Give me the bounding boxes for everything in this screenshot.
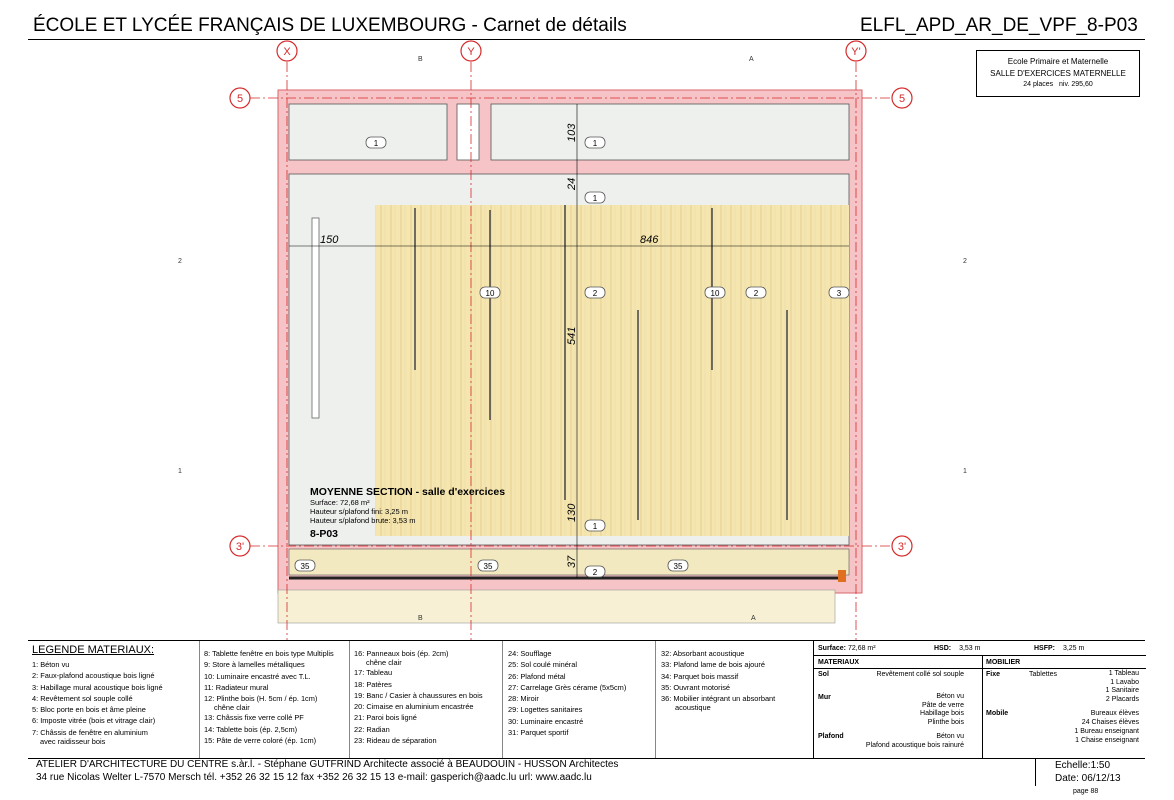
tag-1: 1 — [592, 139, 598, 148]
footer-firm: ATELIER D'ARCHITECTURE DU CENTRE s.àr.l. - Stéphane GUTFRIND Architecte associé à BEAUDOUIN - HUSSON Architectes — [36, 759, 619, 770]
room-box-places: 24 places — [1023, 81, 1054, 88]
section-mark-b: B — [418, 615, 423, 622]
legend-title: LEGENDE MATERIAUX: — [32, 644, 155, 656]
axis-label-3p: 3' — [897, 541, 907, 553]
section-mark-2: 2 — [178, 258, 182, 265]
axis-label-5: 5 — [236, 93, 244, 105]
room-box-line1: Ecole Primaire et Maternelle — [1007, 57, 1109, 66]
axis-label-y: Y — [467, 46, 475, 58]
tag-2: 2 — [592, 289, 598, 298]
dim-130: 130 — [566, 503, 578, 522]
axis-label-y-prime: Y' — [851, 46, 861, 58]
room-surface: Surface: 72,68 m² — [310, 498, 370, 507]
dim-541: 541 — [566, 326, 578, 345]
room-box-level: niv. 295,60 — [1059, 81, 1093, 88]
page-number: page 88 — [1073, 788, 1099, 795]
bench — [312, 218, 319, 418]
tag-35: 35 — [673, 562, 683, 571]
dim-150: 150 — [320, 234, 339, 246]
tag-35: 35 — [300, 562, 310, 571]
dim-846: 846 — [640, 234, 659, 246]
footer-date: Date: 06/12/13 — [1055, 773, 1121, 784]
legend-col1: 1: Béton vu 2: Faux-plafond acoustique bois ligné 3: Habillage mural acoustique bois ligné 4: Revêtement sol souple collé 5: Bloc porte en bois et âme pleine 6: Imposte vitrée (bois et vitrage clair) 7: Châssis de fenêtre en aluminium avec raidisseur bois — [32, 660, 163, 747]
tag-3: 3 — [836, 289, 842, 298]
page-title: ÉCOLE ET LYCÉE FRANÇAIS DE LUXEMBOURG - Carnet de détails — [33, 15, 627, 36]
legend-col2: 8: Tablette fenêtre en bois type Multiplis 9: Store à lamelles métalliques 10: Luminaire encastré avec T.L. 11: Radiateur mural 12: Plinthe bois (H. 5cm / ép. 1cm) chêne clair 13: Châssis fixe verre collé PF 14: Tablette bois (ép. 2,5cm) 15: Pâte de verre coloré (ép. 1cm) — [204, 649, 334, 746]
axis-label-3p: 3' — [235, 541, 245, 553]
storage-left — [289, 104, 447, 160]
legend-divider — [349, 641, 350, 758]
section-mark-1: 1 — [963, 468, 967, 475]
footer-address: 34 rue Nicolas Welter L-7570 Mersch tél. +352 26 32 15 12 fax +352 26 32 15 13 e-mail: gasperich@aadc.lu url: www.aadc.lu — [36, 772, 592, 783]
tag-1: 1 — [592, 194, 598, 203]
storage-right — [491, 104, 849, 160]
info-panel: Surface: 72,68 m² HSD: 3,53 m HSFP: 3,25 m MATERIAUX MOBILIER Sol Revêtement collé sol souple Mur Béton vu Pâte de verre Habillage bois Plinthe bois Plafond Béton vu Plafond acoustique bois rainuré Fixe Tablettes 1 Tableau 1 Lavabo 1 Sanitaire 2 Placards Mobile Bureaux élèves 24 Chaises élèves 1 Bureau enseignant 1 Chaise enseignant — [813, 641, 1145, 758]
room-height-fini: Hauteur s/plafond fini: 3,25 m — [310, 507, 408, 516]
room-code: 8-P03 — [310, 528, 339, 540]
legend-col3: 16: Panneaux bois (ép. 2cm) chêne clair 17: Tableau 18: Patères 19: Banc / Casier à chaussures en bois 20: Cimaise en aluminium encastrée 21: Paroi bois ligné 22: Radian 23: Rideau de séparation — [354, 649, 483, 746]
footer-scale: Echelle:1:50 — [1055, 760, 1111, 771]
legend-divider — [502, 641, 503, 758]
legend-col4: 24: Soufflage 25: Sol coulé minéral 26: Plafond métal 27: Carrelage Grès cérame (5x5cm) 28: Miroir 29: Logettes sanitaires 30: Luminaire encastré 31: Parquet sportif — [508, 649, 627, 738]
room-box-line2: SALLE D'EXERCICES MATERNELLE — [990, 69, 1126, 78]
tag-2: 2 — [753, 289, 759, 298]
section-mark-1: 1 — [178, 468, 182, 475]
legend-divider — [655, 641, 656, 758]
tag-2: 2 — [592, 568, 598, 577]
axis-label-5: 5 — [898, 93, 906, 105]
section-mark-a: A — [749, 56, 754, 63]
dim-103: 103 — [566, 123, 578, 142]
section-mark-b: B — [418, 56, 423, 63]
footer-divider — [1035, 758, 1036, 786]
tag-1: 1 — [592, 522, 598, 531]
room-height-brute: Hauteur s/plafond brute: 3,53 m — [310, 516, 416, 525]
section-mark-a: A — [751, 615, 756, 622]
motor-marker — [838, 570, 846, 582]
dim-24: 24 — [566, 177, 578, 190]
sanitary — [457, 104, 479, 160]
tag-35: 35 — [483, 562, 493, 571]
legend-divider — [199, 641, 200, 758]
tag-10: 10 — [710, 289, 720, 298]
axis-label-x: X — [283, 46, 291, 58]
tag-1: 1 — [373, 139, 379, 148]
section-mark-2: 2 — [963, 258, 967, 265]
tag-10: 10 — [485, 289, 495, 298]
dim-37: 37 — [566, 555, 578, 568]
room-name: MOYENNE SECTION - salle d'exercices — [310, 486, 506, 498]
drawing-code: ELFL_APD_AR_DE_VPF_8-P03 — [860, 15, 1138, 36]
legend-col5: 32: Absorbant acoustique 33: Plafond lame de bois ajouré 34: Parquet bois massif 35: Ouvrant motorisé 36: Mobilier intégrant un absorbant acoustique — [661, 649, 776, 713]
